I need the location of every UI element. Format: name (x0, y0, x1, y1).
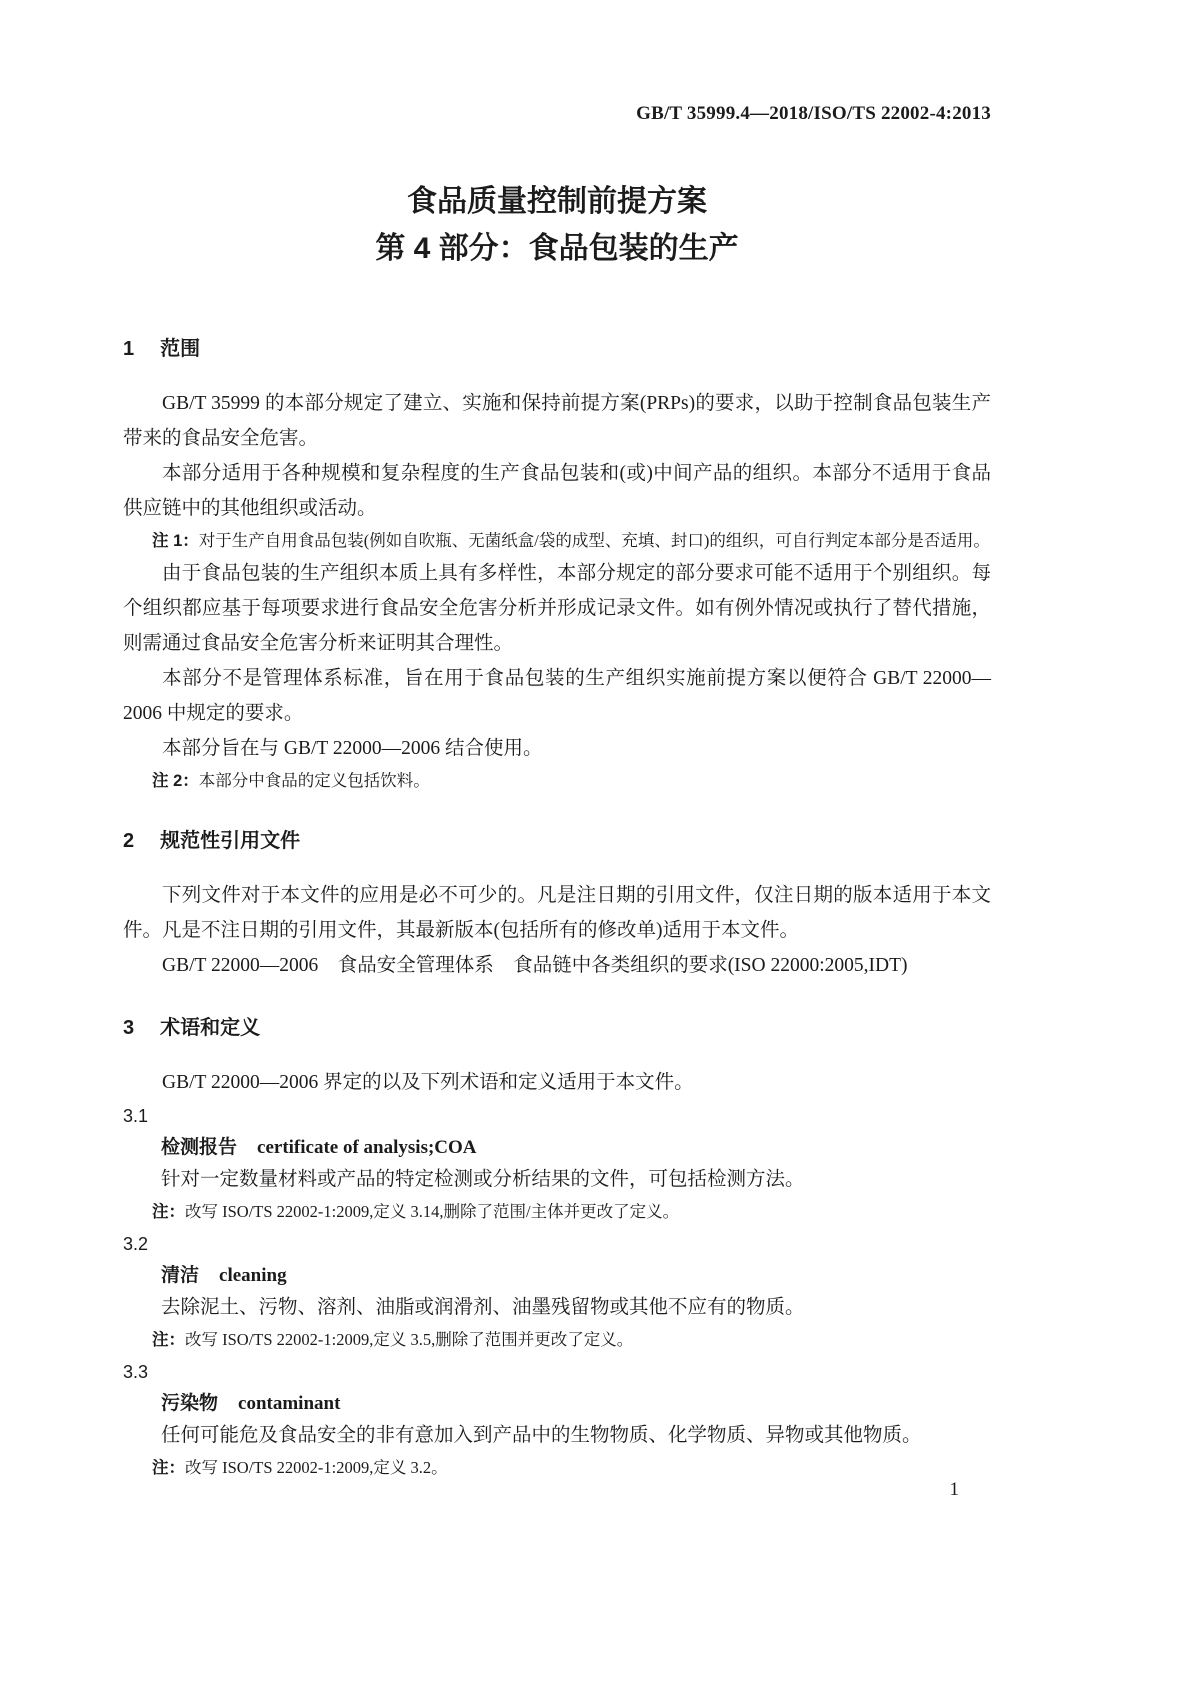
term-3-2-english: cleaning (219, 1265, 287, 1286)
term-3-1-note-label: 注： (152, 1203, 185, 1221)
section-1-number: 1 (123, 338, 135, 360)
term-item-3-3 (123, 1356, 991, 1484)
term-3-3-note (123, 1452, 991, 1484)
scope-paragraph-2: 本部分适用于各种规模和复杂程度的生产食品包装和(或)中间产品的组织。本部分不适用于食品供应链中的其他组织或活动。 (123, 463, 991, 519)
section-2-title: 规范性引用文件 (160, 830, 301, 852)
note-1-text: 对于生产自用食品包装(例如自吹瓶、无菌纸盒/袋的成型、充填、封口)的组织，可自行判定本部分是否适用。 (198, 531, 990, 550)
scope-paragraph-3: 由于食品包装的生产组织本质上具有多样性，本部分规定的部分要求可能不适用于个别组织。每个组织都应基于每项要求进行食品安全危害分析并形成记录文件。如有例外情况或执行了替代措施，则需通过食品安全危害分析来证明其合理性。 (123, 563, 991, 654)
title-line-1: 食品质量控制前提方案 (407, 185, 707, 218)
term-3-2-name: 清洁 (161, 1265, 200, 1286)
term-3-1-head (123, 1132, 991, 1164)
term-3-1-english: certificate of analysis;COA (257, 1137, 477, 1158)
term-3-1-definition: 针对一定数量材料或产品的特定检测或分析结果的文件，可包括检测方法。 (161, 1169, 805, 1190)
scope-note-2 (123, 766, 991, 796)
scope-paragraph-4: 本部分不是管理体系标准，旨在用于食品包装的生产组织实施前提方案以便符合 GB/T 22000—2006 中规定的要求。 (123, 668, 991, 724)
page-number: 1 (949, 1479, 959, 1500)
page-content (123, 0, 991, 1484)
term-3-1-number: 3.1 (123, 1106, 149, 1126)
references-paragraph-1: 下列文件对于本文件的应用是必不可少的。凡是注日期的引用文件，仅注日期的版本适用于本文件。凡是不注日期的引用文件，其最新版本(包括所有的修改单)适用于本文件。 (123, 885, 991, 941)
note-2-label: 注 2： (152, 772, 199, 790)
term-3-3-definition: 任何可能危及食品安全的非有意加入到产品中的生物物质、化学物质、异物或其他物质。 (161, 1425, 922, 1446)
section-1-title: 范围 (160, 338, 201, 360)
title-line-2: 第 4 部分：食品包装的生产 (375, 232, 739, 265)
term-3-1-note (123, 1196, 991, 1228)
terms-intro: GB/T 22000—2006 界定的以及下列术语和定义适用于本文件。 (162, 1072, 694, 1093)
term-3-3-english: contaminant (238, 1393, 341, 1414)
scope-paragraph-5: 本部分旨在与 GB/T 22000—2006 结合使用。 (162, 738, 543, 759)
section-3-title: 术语和定义 (160, 1017, 261, 1039)
section-1-heading (123, 334, 991, 364)
term-3-3-number: 3.3 (123, 1362, 149, 1382)
term-3-2-definition: 去除泥土、污物、溶剂、油脂或润滑剂、油墨残留物或其他不应有的物质。 (161, 1297, 805, 1318)
term-3-3-name: 污染物 (161, 1393, 219, 1414)
term-3-2-note (123, 1324, 991, 1356)
note-2-text: 本部分中食品的定义包括饮料。 (198, 771, 430, 790)
scope-paragraph-1: GB/T 35999 的本部分规定了建立、实施和保持前提方案(PRPs)的要求，以助于控制食品包装生产带来的食品安全危害。 (123, 393, 991, 449)
term-item-3-2 (123, 1228, 991, 1356)
section-3-heading (123, 1013, 991, 1043)
standard-code-header: GB/T 35999.4—2018/ISO/TS 22002-4:2013 (636, 103, 991, 124)
term-item-3-1 (123, 1100, 991, 1228)
term-3-1-name: 检测报告 (161, 1137, 238, 1158)
term-3-1-note-text: 改写 ISO/TS 22002-1:2009,定义 3.14,删除了范围/主体并更改了定义。 (185, 1202, 680, 1221)
term-3-2-head (123, 1260, 991, 1292)
term-3-3-head (123, 1388, 991, 1420)
term-3-3-note-text: 改写 ISO/TS 22002-1:2009,定义 3.2。 (185, 1458, 448, 1477)
section-3-number: 3 (123, 1017, 135, 1039)
term-3-2-note-label: 注： (152, 1331, 185, 1349)
term-3-3-note-label: 注： (152, 1459, 185, 1477)
section-2-heading (123, 826, 991, 856)
scope-note-1 (123, 526, 991, 556)
reference-entry-1: GB/T 22000—2006 食品安全管理体系 食品链中各类组织的要求(ISO 22000:2005,IDT) (162, 955, 908, 976)
document-title (123, 178, 991, 272)
note-1-label: 注 1： (152, 532, 199, 550)
section-2-number: 2 (123, 830, 135, 852)
term-3-2-number: 3.2 (123, 1234, 149, 1254)
term-3-2-note-text: 改写 ISO/TS 22002-1:2009,定义 3.5,删除了范围并更改了定义。 (185, 1330, 634, 1349)
